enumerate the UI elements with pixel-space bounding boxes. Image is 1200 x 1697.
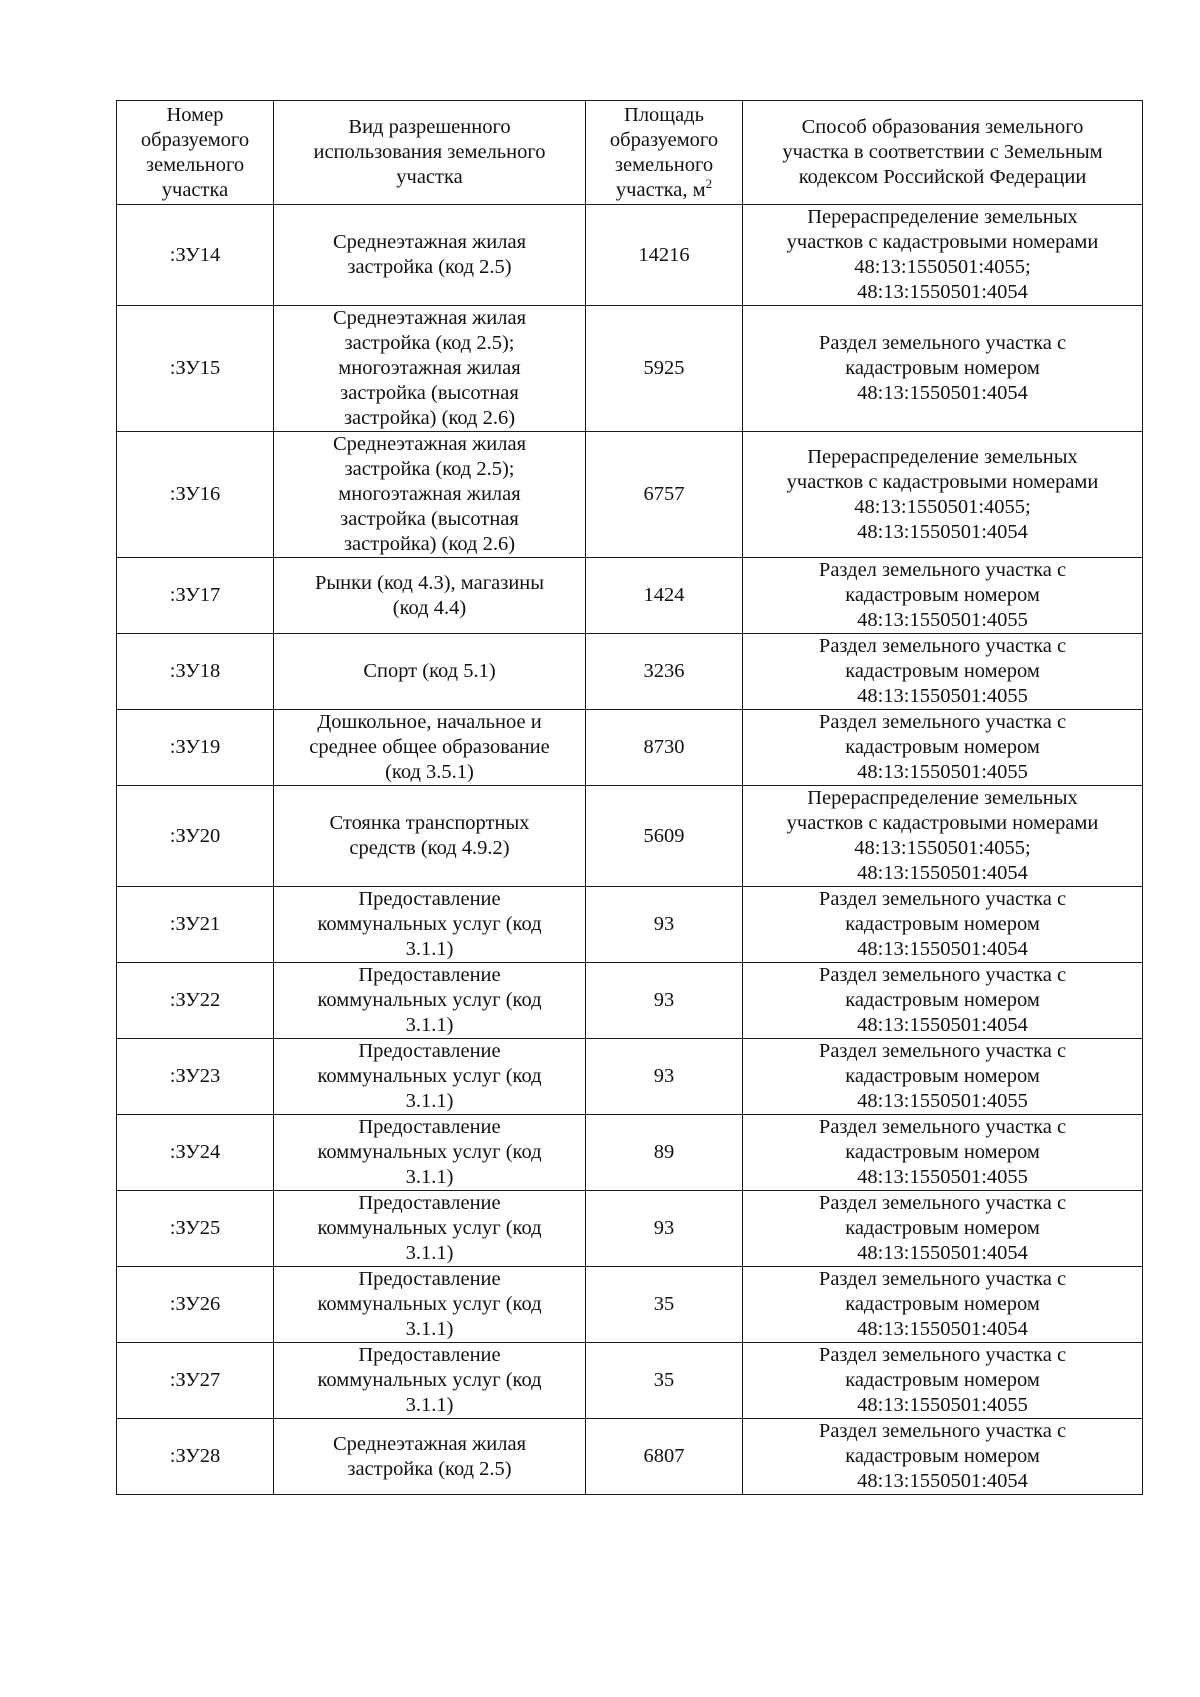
cell-permitted-use: Предоставление коммунальных услуг (код 3.1.1) xyxy=(274,1115,586,1191)
cell-formation-method: Перераспределение земельных участков с кадастровыми номерами 48:13:1550501:4055; 48:13:1550501:4054 xyxy=(743,786,1143,887)
cell-formation-method: Раздел земельного участка с кадастровым номером 48:13:1550501:4055 xyxy=(743,1039,1143,1115)
cell-formation-method: Раздел земельного участка с кадастровым номером 48:13:1550501:4055 xyxy=(743,710,1143,786)
cell-permitted-use: Среднеэтажная жилая застройка (код 2.5); многоэтажная жилая застройка (высотная застройка) (код 2.6) xyxy=(274,306,586,432)
land-plots-table xyxy=(116,100,1143,1495)
cell-plot-area: 93 xyxy=(586,963,743,1039)
table-row xyxy=(117,432,1143,558)
cell-plot-area: 5609 xyxy=(586,786,743,887)
table-row xyxy=(117,887,1143,963)
cell-plot-area: 93 xyxy=(586,1191,743,1267)
cell-permitted-use: Предоставление коммунальных услуг (код 3.1.1) xyxy=(274,1343,586,1419)
area-unit-superscript: 2 xyxy=(705,175,713,191)
cell-plot-number: :ЗУ17 xyxy=(117,558,274,634)
cell-plot-number: :ЗУ28 xyxy=(117,1419,274,1495)
table-row xyxy=(117,1191,1143,1267)
table-row xyxy=(117,558,1143,634)
cell-plot-area: 1424 xyxy=(586,558,743,634)
cell-plot-number: :ЗУ20 xyxy=(117,786,274,887)
cell-formation-method: Раздел земельного участка с кадастровым номером 48:13:1550501:4054 xyxy=(743,963,1143,1039)
header-permitted-use: Вид разрешенного использования земельного участка xyxy=(274,101,586,205)
cell-plot-number: :ЗУ26 xyxy=(117,1267,274,1343)
cell-permitted-use: Среднеэтажная жилая застройка (код 2.5); многоэтажная жилая застройка (высотная застройка) (код 2.6) xyxy=(274,432,586,558)
cell-plot-area: 6807 xyxy=(586,1419,743,1495)
cell-plot-number: :ЗУ15 xyxy=(117,306,274,432)
cell-permitted-use: Предоставление коммунальных услуг (код 3.1.1) xyxy=(274,887,586,963)
table-header xyxy=(117,101,1143,205)
table-row xyxy=(117,1419,1143,1495)
cell-formation-method: Раздел земельного участка с кадастровым номером 48:13:1550501:4055 xyxy=(743,1115,1143,1191)
cell-plot-number: :ЗУ21 xyxy=(117,887,274,963)
cell-permitted-use: Предоставление коммунальных услуг (код 3.1.1) xyxy=(274,1191,586,1267)
cell-plot-area: 35 xyxy=(586,1267,743,1343)
header-formation-method: Способ образования земельного участка в соответствии с Земельным кодексом Российской Федерации xyxy=(743,101,1143,205)
cell-plot-number: :ЗУ18 xyxy=(117,634,274,710)
cell-formation-method: Раздел земельного участка с кадастровым номером 48:13:1550501:4054 xyxy=(743,1191,1143,1267)
cell-plot-number: :ЗУ19 xyxy=(117,710,274,786)
table-body xyxy=(117,205,1143,1495)
cell-formation-method: Раздел земельного участка с кадастровым номером 48:13:1550501:4055 xyxy=(743,634,1143,710)
cell-permitted-use: Дошкольное, начальное и среднее общее образование (код 3.5.1) xyxy=(274,710,586,786)
cell-plot-area: 89 xyxy=(586,1115,743,1191)
table-row xyxy=(117,710,1143,786)
cell-plot-area: 8730 xyxy=(586,710,743,786)
cell-plot-area: 5925 xyxy=(586,306,743,432)
table-row xyxy=(117,963,1143,1039)
table-row xyxy=(117,1343,1143,1419)
cell-formation-method: Раздел земельного участка с кадастровым номером 48:13:1550501:4054 xyxy=(743,1419,1143,1495)
cell-plot-number: :ЗУ24 xyxy=(117,1115,274,1191)
cell-formation-method: Перераспределение земельных участков с кадастровыми номерами 48:13:1550501:4055; 48:13:1550501:4054 xyxy=(743,205,1143,306)
header-plot-number: Номер образуемого земельного участка xyxy=(117,101,274,205)
cell-permitted-use: Стоянка транспортных средств (код 4.9.2) xyxy=(274,786,586,887)
table-row xyxy=(117,1039,1143,1115)
cell-plot-area: 14216 xyxy=(586,205,743,306)
cell-formation-method: Раздел земельного участка с кадастровым номером 48:13:1550501:4054 xyxy=(743,1267,1143,1343)
cell-plot-number: :ЗУ23 xyxy=(117,1039,274,1115)
cell-permitted-use: Среднеэтажная жилая застройка (код 2.5) xyxy=(274,1419,586,1495)
cell-permitted-use: Предоставление коммунальных услуг (код 3.1.1) xyxy=(274,1039,586,1115)
cell-formation-method: Перераспределение земельных участков с кадастровыми номерами 48:13:1550501:4055; 48:13:1550501:4054 xyxy=(743,432,1143,558)
table-row xyxy=(117,1115,1143,1191)
cell-plot-number: :ЗУ25 xyxy=(117,1191,274,1267)
cell-plot-area: 93 xyxy=(586,1039,743,1115)
cell-formation-method: Раздел земельного участка с кадастровым номером 48:13:1550501:4054 xyxy=(743,887,1143,963)
table-row xyxy=(117,306,1143,432)
cell-formation-method: Раздел земельного участка с кадастровым номером 48:13:1550501:4054 xyxy=(743,306,1143,432)
cell-plot-number: :ЗУ22 xyxy=(117,963,274,1039)
header-row xyxy=(117,101,1143,205)
cell-formation-method: Раздел земельного участка с кадастровым номером 48:13:1550501:4055 xyxy=(743,1343,1143,1419)
cell-plot-area: 35 xyxy=(586,1343,743,1419)
cell-plot-number: :ЗУ16 xyxy=(117,432,274,558)
cell-permitted-use: Рынки (код 4.3), магазины (код 4.4) xyxy=(274,558,586,634)
cell-plot-area: 93 xyxy=(586,887,743,963)
table-row xyxy=(117,786,1143,887)
cell-permitted-use: Спорт (код 5.1) xyxy=(274,634,586,710)
table-row xyxy=(117,1267,1143,1343)
table-row xyxy=(117,634,1143,710)
cell-plot-number: :ЗУ27 xyxy=(117,1343,274,1419)
cell-plot-number: :ЗУ14 xyxy=(117,205,274,306)
cell-plot-area: 6757 xyxy=(586,432,743,558)
table-row xyxy=(117,205,1143,306)
cell-permitted-use: Среднеэтажная жилая застройка (код 2.5) xyxy=(274,205,586,306)
header-plot-area xyxy=(586,101,743,205)
header-plot-area-label: Площадь образуемого земельного участка, м xyxy=(609,103,719,201)
cell-plot-area: 3236 xyxy=(586,634,743,710)
cell-permitted-use: Предоставление коммунальных услуг (код 3.1.1) xyxy=(274,1267,586,1343)
cell-formation-method: Раздел земельного участка с кадастровым номером 48:13:1550501:4055 xyxy=(743,558,1143,634)
cell-permitted-use: Предоставление коммунальных услуг (код 3.1.1) xyxy=(274,963,586,1039)
